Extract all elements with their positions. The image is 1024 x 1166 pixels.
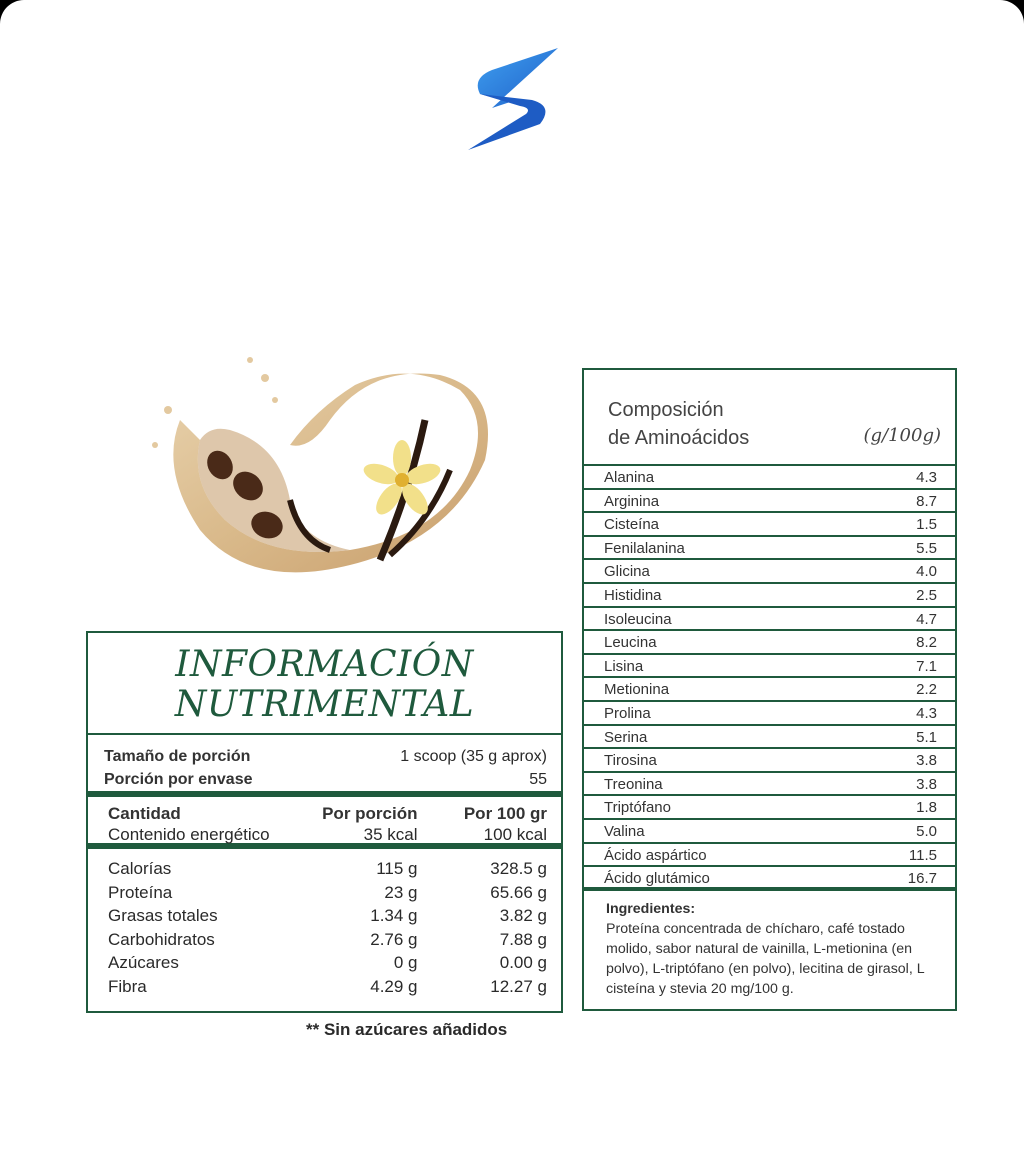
table-row	[584, 584, 955, 608]
amino-name: Prolina	[604, 704, 651, 722]
amino-header	[584, 370, 955, 466]
amino-name: Tirosina	[604, 752, 657, 770]
ingredients-text: Proteína concentrada de chícharo, café tostado molido, sabor natural de vainilla, L-metionina (en polvo), L-triptófano (en polvo), lecitina de girasol, L cisteína y stevia 20 mg/100 g.	[606, 920, 925, 997]
amino-value: 7.1	[916, 657, 937, 675]
table-row	[108, 857, 547, 881]
table-row	[584, 466, 955, 490]
nutrition-title-line2: NUTRIMENTAL	[174, 684, 475, 725]
table-row	[584, 513, 955, 537]
nutrient-per-serving: 1.34 g	[370, 906, 418, 925]
energy-label: Contenido energético	[108, 825, 270, 844]
amino-name: Metionina	[604, 681, 670, 699]
table-row	[108, 928, 547, 952]
energy-per-serving: 35 kcal	[363, 825, 418, 844]
servings-value: 55	[529, 771, 547, 788]
coffee-vanilla-splash-image	[140, 350, 500, 600]
amino-name: Triptófano	[604, 799, 671, 817]
table-row	[584, 655, 955, 679]
table-row	[584, 749, 955, 773]
nutrient-per-serving: 4.29 g	[370, 976, 418, 996]
amino-value: 1.8	[916, 799, 937, 817]
col-header-per-100: Por 100 gr	[463, 804, 547, 823]
nutrient-per-100: 12.27 g	[490, 976, 547, 996]
amino-name: Alanina	[604, 469, 655, 486]
nutrition-facts-panel	[86, 631, 563, 1013]
amino-value: 3.8	[916, 752, 937, 770]
amino-name: Ácido aspártico	[604, 846, 707, 864]
amino-value: 4.7	[916, 610, 937, 628]
nutrient-per-serving: 23 g	[384, 882, 418, 902]
amino-name: Treonina	[604, 775, 663, 793]
amino-title-line1: Composición	[608, 399, 724, 421]
amino-name: Leucina	[604, 634, 657, 652]
table-row	[584, 820, 955, 844]
ingredients-block	[584, 891, 955, 999]
amino-value: 16.7	[907, 870, 937, 888]
amino-value: 4.3	[916, 469, 937, 486]
table-row	[584, 608, 955, 632]
amino-name: Serina	[604, 728, 648, 746]
nutrient-per-100: 7.88 g	[499, 929, 547, 949]
amino-name: Lisina	[604, 657, 644, 675]
nutrient-per-serving: 2.76 g	[370, 929, 418, 949]
table-row	[108, 951, 547, 975]
nutrient-label: Calorías	[108, 859, 172, 878]
amino-list	[584, 466, 955, 891]
nutrient-per-serving: 115 g	[376, 859, 418, 878]
nutrient-label: Grasas totales	[108, 906, 218, 925]
serving-size-label: Tamaño de porción	[104, 748, 251, 765]
nutrient-rows	[88, 849, 561, 998]
table-row	[108, 975, 547, 999]
amino-name: Fenilalanina	[604, 539, 685, 557]
amino-value: 8.2	[916, 634, 937, 652]
nutrient-label: Carbohidratos	[108, 929, 215, 949]
table-row	[108, 904, 547, 928]
amino-value: 8.7	[916, 492, 937, 510]
nutrition-title-line1: INFORMACIÓN	[175, 644, 474, 685]
serving-size-value: 1 scoop (35 g aprox)	[400, 748, 547, 765]
amino-value: 5.0	[916, 822, 937, 840]
amino-name: Valina	[604, 822, 645, 840]
portion-info	[88, 735, 561, 797]
amino-title-line2: de Aminoácidos	[608, 427, 750, 449]
energy-per-100: 100 kcal	[483, 825, 547, 844]
amino-unit: (g/100g)	[863, 425, 941, 446]
amino-name: Arginina	[604, 492, 660, 510]
nutrient-per-serving: 0 g	[393, 953, 418, 972]
table-row	[584, 844, 955, 868]
amino-name: Glicina	[604, 563, 650, 581]
table-row	[584, 867, 955, 891]
nutrient-label: Fibra	[108, 976, 147, 996]
ingredients-label: Ingredientes:	[606, 900, 696, 917]
table-row	[584, 702, 955, 726]
screen-corner-right	[1000, 0, 1024, 24]
nutrition-title	[88, 633, 561, 735]
col-header-per-serving: Por porción	[322, 804, 418, 823]
amino-value: 11.5	[908, 846, 937, 864]
screen-corner-left	[0, 0, 24, 24]
table-row	[584, 490, 955, 514]
no-added-sugar-note: ** Sin azúcares añadidos	[306, 1020, 508, 1039]
amino-name: Ácido glutámico	[604, 870, 710, 888]
nutrient-per-100: 65.66 g	[490, 882, 547, 902]
table-row	[584, 796, 955, 820]
table-row	[584, 560, 955, 584]
amino-name: Isoleucina	[604, 610, 672, 628]
nutrient-label: Proteína	[108, 882, 173, 902]
nutrient-per-100: 3.82 g	[499, 906, 547, 925]
amino-name: Histidina	[604, 586, 662, 604]
table-row	[584, 726, 955, 750]
col-header-quantity: Cantidad	[108, 804, 181, 823]
nutrient-per-100: 328.5 g	[490, 859, 547, 878]
nutrition-column-headers	[88, 797, 561, 849]
amino-value: 1.5	[916, 516, 937, 534]
table-row	[584, 773, 955, 797]
amino-value: 5.5	[916, 539, 937, 557]
amino-value: 4.0	[916, 563, 937, 581]
nutrient-per-100: 0.00 g	[499, 953, 547, 972]
amino-value: 4.3	[916, 704, 937, 722]
servings-label: Porción por envase	[104, 771, 253, 788]
nutrient-label: Azúcares	[108, 953, 179, 972]
table-row	[584, 537, 955, 561]
table-row	[584, 678, 955, 702]
amino-value: 3.8	[916, 775, 937, 793]
amino-value: 2.2	[916, 681, 937, 699]
brand-s-logo-icon	[462, 44, 562, 154]
amino-value: 5.1	[916, 728, 937, 746]
table-row	[584, 631, 955, 655]
amino-acid-panel	[582, 368, 957, 1011]
amino-name: Cisteína	[604, 516, 660, 534]
table-row	[108, 881, 547, 905]
amino-value: 2.5	[916, 586, 937, 604]
